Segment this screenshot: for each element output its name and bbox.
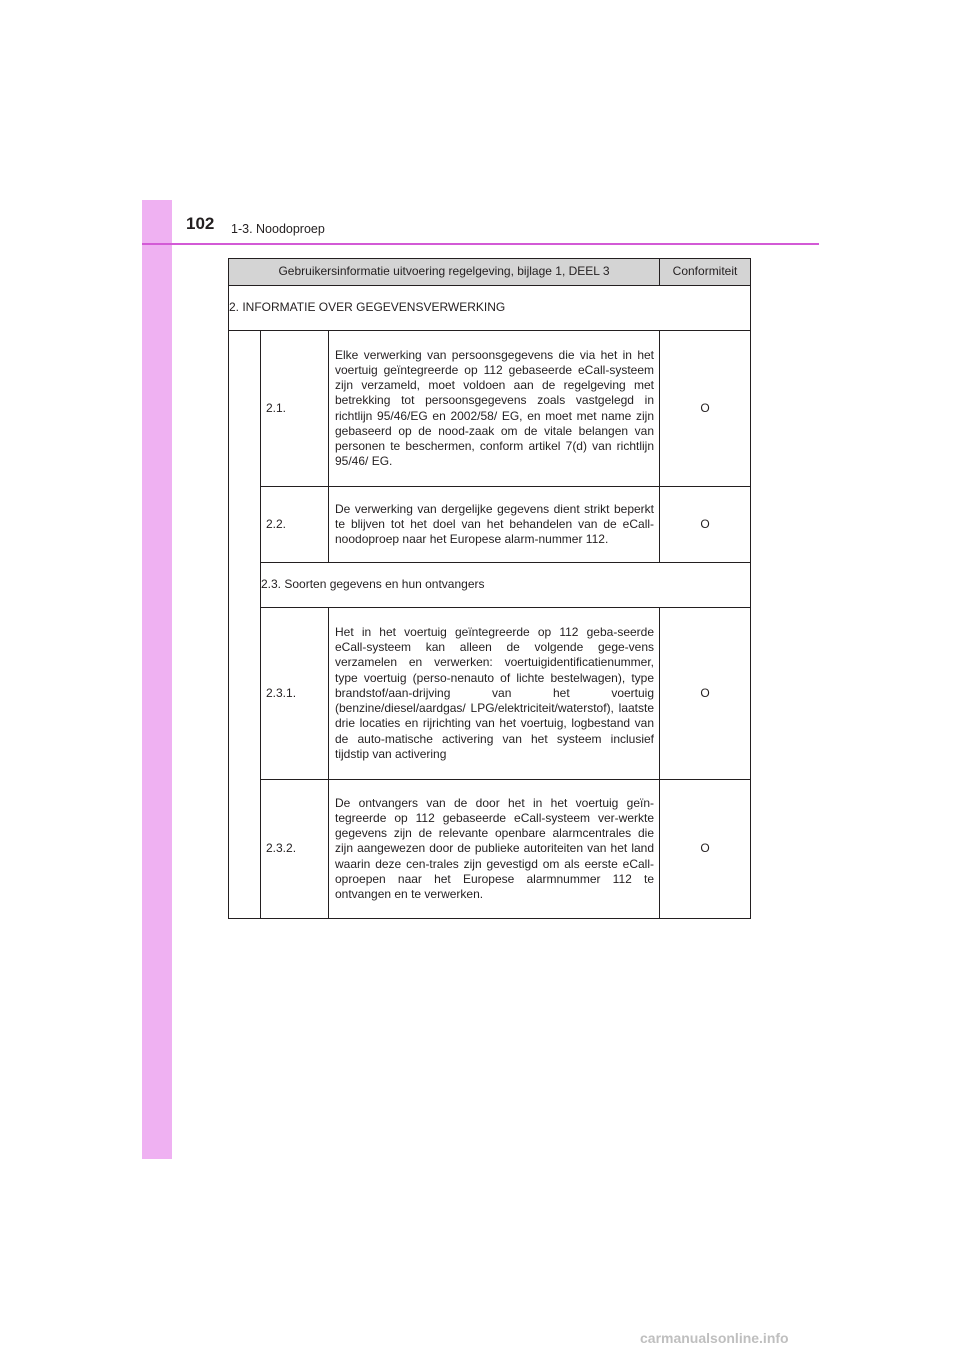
column-header-information: Gebruikersinformatie uitvoering regelgeving, bijlage 1, DEEL 3 <box>229 259 660 286</box>
table-header-row <box>229 259 751 286</box>
subsection-heading: 2.3. Soorten gegevens en hun ontvangers <box>261 563 751 608</box>
page-number: 102 <box>186 214 215 233</box>
regulation-table <box>228 258 751 919</box>
clause-number: 2.3.1. <box>261 608 329 780</box>
section-heading: 2. INFORMATIE OVER GEGEVENSVERWERKING <box>229 286 751 331</box>
column-header-conformity: Conformiteit <box>660 259 751 286</box>
clause-text: Het in het voertuig geïntegreerde op 112 geba-seerde eCall-systeem kan alleen de volgende gege-vens verzamelen en verwerken: voertuigidentificatienummer, type voertuig (perso-nenauto of lichte bestelwagen), type brandstof/aan-drijving van het voertuig (benzine/diesel/aardgas/ LPG/elektriciteit/waterstof), laatste drie locaties en rijrichting van het voertuig, logbestand van de auto-matische activering van het systeem inclusief tijdstip van activering <box>329 608 660 780</box>
clause-text: De verwerking van dergelijke gegevens dient strikt beperkt te blijven tot het doel van het behandelen van de eCall-noodoproep naar het Europese alarm-nummer 112. <box>329 487 660 563</box>
table-row <box>229 331 751 487</box>
clause-text: Elke verwerking van persoonsgegevens die via het in het voertuig geïntegreerde op 112 gebaseerde eCall-systeem zijn verzameld, moet voldoen aan de regelgeving met betrekking tot persoonsgegevens zoals vastgelegd in richtlijn 95/46/EG en 2002/58/ EG, en moet met name zijn gebaseerd op de nood-zaak om de vitale belangen van personen te beschermen, conform artikel 7(d) van richtlijn 95/46/ EG. <box>329 331 660 487</box>
clause-number: 2.2. <box>261 487 329 563</box>
watermark: carmanualsonline.info <box>640 1330 789 1346</box>
table-row <box>229 487 751 563</box>
section-title: 1-3. Noodoproep <box>231 222 325 236</box>
clause-text: De ontvangers van de door het in het voertuig geïn-tegreerde op 112 gebaseerde eCall-systeem ver-werkte gegevens zijn de relevante openbare alarmcentrales die zijn aangewezen door de publieke autoriteiten van het land waarin deze cen-trales zijn gevestigd om als eerste eCall-oproepen naar het Europese alarmnummer 112 te ontvangen en te verwerken. <box>329 780 660 919</box>
conformity-mark: O <box>660 608 751 780</box>
subsection-row <box>229 563 751 608</box>
indent-cell <box>229 331 261 919</box>
table-row <box>229 780 751 919</box>
chapter-side-tab <box>142 200 172 1159</box>
header-divider <box>142 243 819 245</box>
clause-number: 2.3.2. <box>261 780 329 919</box>
section-row <box>229 286 751 331</box>
conformity-mark: O <box>660 331 751 487</box>
conformity-mark: O <box>660 780 751 919</box>
clause-number: 2.1. <box>261 331 329 487</box>
table-row <box>229 608 751 780</box>
conformity-mark: O <box>660 487 751 563</box>
